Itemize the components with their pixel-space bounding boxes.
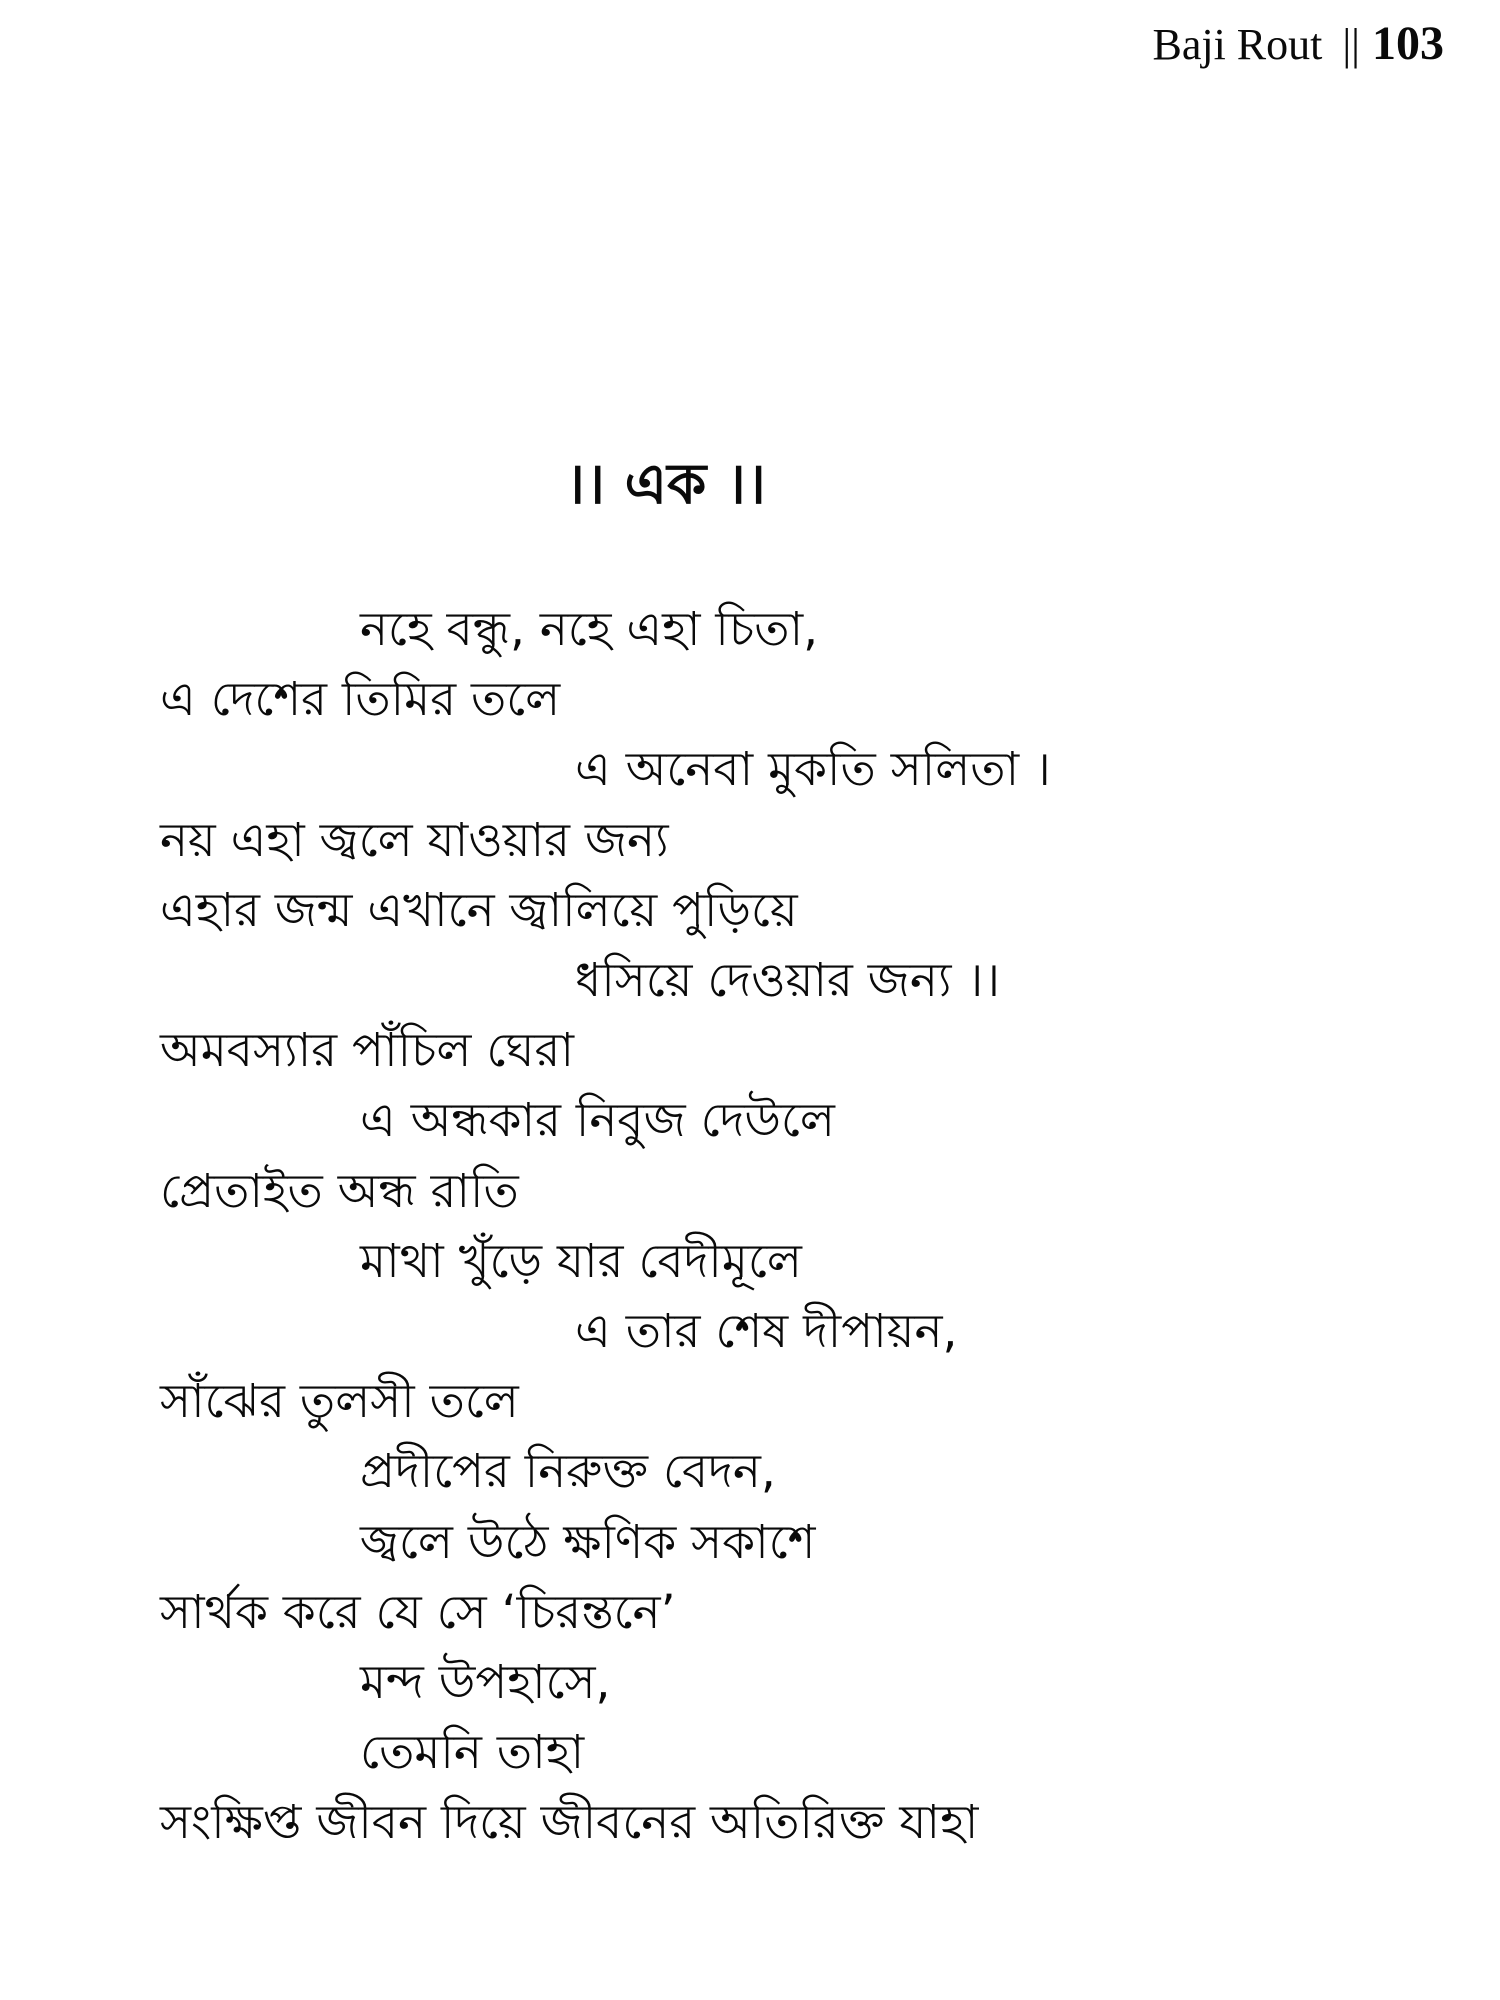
poem-line: সাঁঝের তুলসী তলে	[160, 1374, 519, 1429]
poem-line: সার্থক করে যে সে ‘চিরন্তনে’	[160, 1585, 676, 1640]
poem-line: ধসিয়ে দেওয়ার জন্য ।।	[575, 953, 1001, 1008]
poem-line: জ্বলে উঠে ক্ষণিক সকাশে	[360, 1515, 816, 1570]
poem-line: এ তার শেষ দীপায়ন,	[575, 1304, 958, 1359]
poem-line: নয় এহা জ্বলে যাওয়ার জন্য	[160, 813, 669, 868]
running-header	[1152, 14, 1444, 75]
poem-line: এ দেশের তিমির তলে	[160, 672, 561, 727]
poem-line: নহে বন্ধু, নহে এহা চিতা,	[360, 602, 819, 657]
poem-line: এ অনেবা মুকতি সলিতা ।	[575, 742, 1051, 797]
poem-line: মন্দ উপহাসে,	[360, 1655, 611, 1710]
section-heading: ।। এক ।।	[565, 452, 766, 517]
poem-line: প্রেতাইত অন্ধ রাতি	[160, 1164, 519, 1219]
book-title: Baji Rout	[1152, 20, 1323, 69]
poem-line: তেমনি তাহা	[360, 1725, 585, 1780]
header-separator: ||	[1342, 20, 1360, 69]
poem-line: অমবস্যার পাঁচিল ঘেরা	[160, 1023, 574, 1078]
poem-line: সংক্ষিপ্ত জীবন দিয়ে জীবনের অতিরিক্ত যাহা	[160, 1795, 979, 1850]
poem-line: প্রদীপের নিরুক্ত বেদন,	[360, 1444, 776, 1499]
page-number: 103	[1372, 17, 1444, 70]
poem-line: এহার জন্ম এখানে জ্বালিয়ে পুড়িয়ে	[160, 883, 798, 938]
poem-line: এ অন্ধকার নিবুজ দেউলে	[360, 1093, 835, 1148]
poem-line: মাথা খুঁড়ে যার বেদীমূলে	[360, 1234, 802, 1289]
